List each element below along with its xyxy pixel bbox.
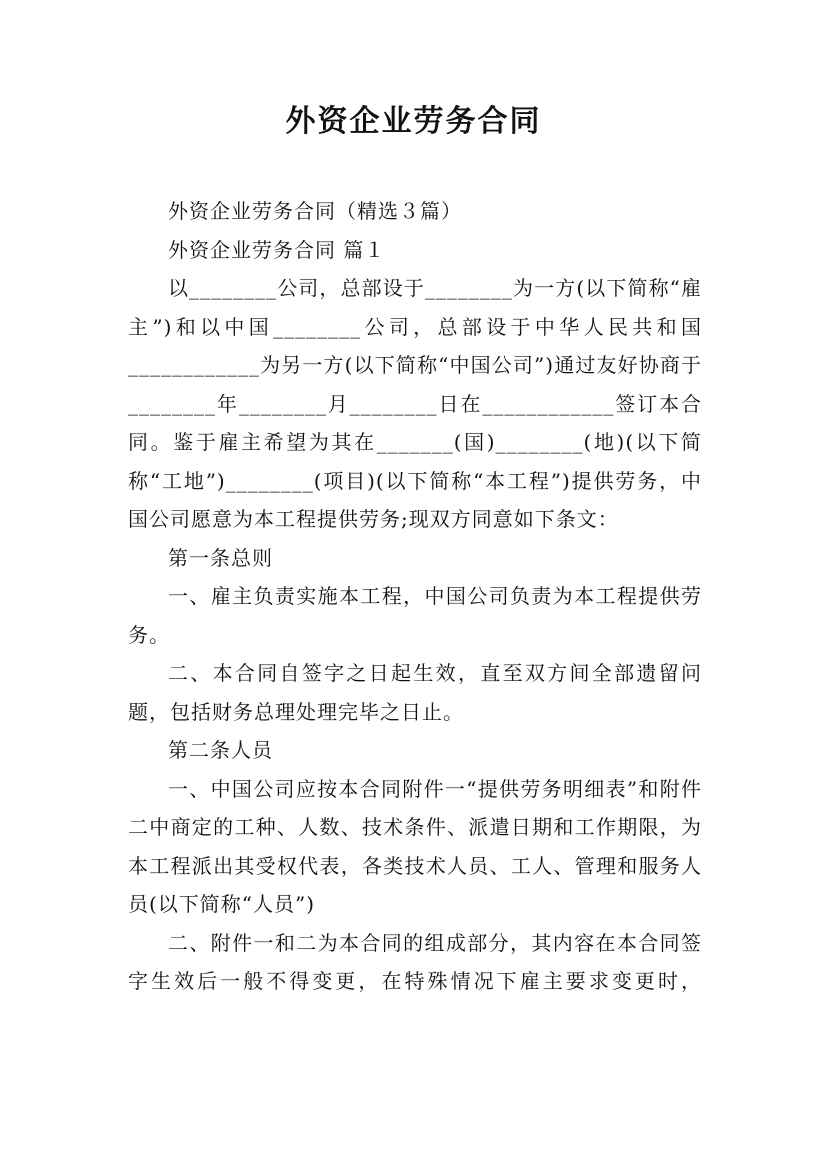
article-1-clause-2: 二、本合同自签字之日起生效，直至双方间全部遗留问题，包括财务总理处理完毕之日止。 [128, 661, 702, 724]
article-1-heading: 第一条总则 [168, 545, 273, 570]
document-body [128, 192, 702, 1001]
article-2-clause-2: 二、附件一和二为本合同的组成部分，其内容在本合同签字生效后一般不得变更，在特殊情况下雇主要求变更时， [128, 930, 702, 993]
article-2-heading: 第二条人员 [168, 738, 273, 762]
contract-preamble: 以________公司，总部设于________为一方(以下简称“雇主”)和以中国________公司，总部设于中华人民共和国____________为另一方(以下简称“中国公司”)通过友好协商于________年________月________日在____________签订本合同。鉴于雇主希望为其在_______(国)________(地)(以下简称“工地”)________(项目)(以下简称“本工程”)提供劳务，中国公司愿意为本工程提供劳务;现双方同意如下条文： [128, 276, 702, 531]
document-title: 外资企业劳务合同 [285, 104, 542, 139]
section-heading-part-1: 外资企业劳务合同 篇１ [168, 237, 386, 262]
article-1-clause-1: 一、雇主负责实施本工程，中国公司负责为本工程提供劳务。 [128, 584, 702, 647]
article-2-clause-1: 一、中国公司应按本合同附件一“提供劳务明细表”和附件二中商定的工种、人数、技术条件、派遣日期和工作期限，为本工程派出其受权代表，各类技术人员、工人、管理和服务人员(以下简称“人员”) [128, 776, 702, 916]
intro-heading: 外资企业劳务合同（精选３篇） [168, 199, 462, 223]
